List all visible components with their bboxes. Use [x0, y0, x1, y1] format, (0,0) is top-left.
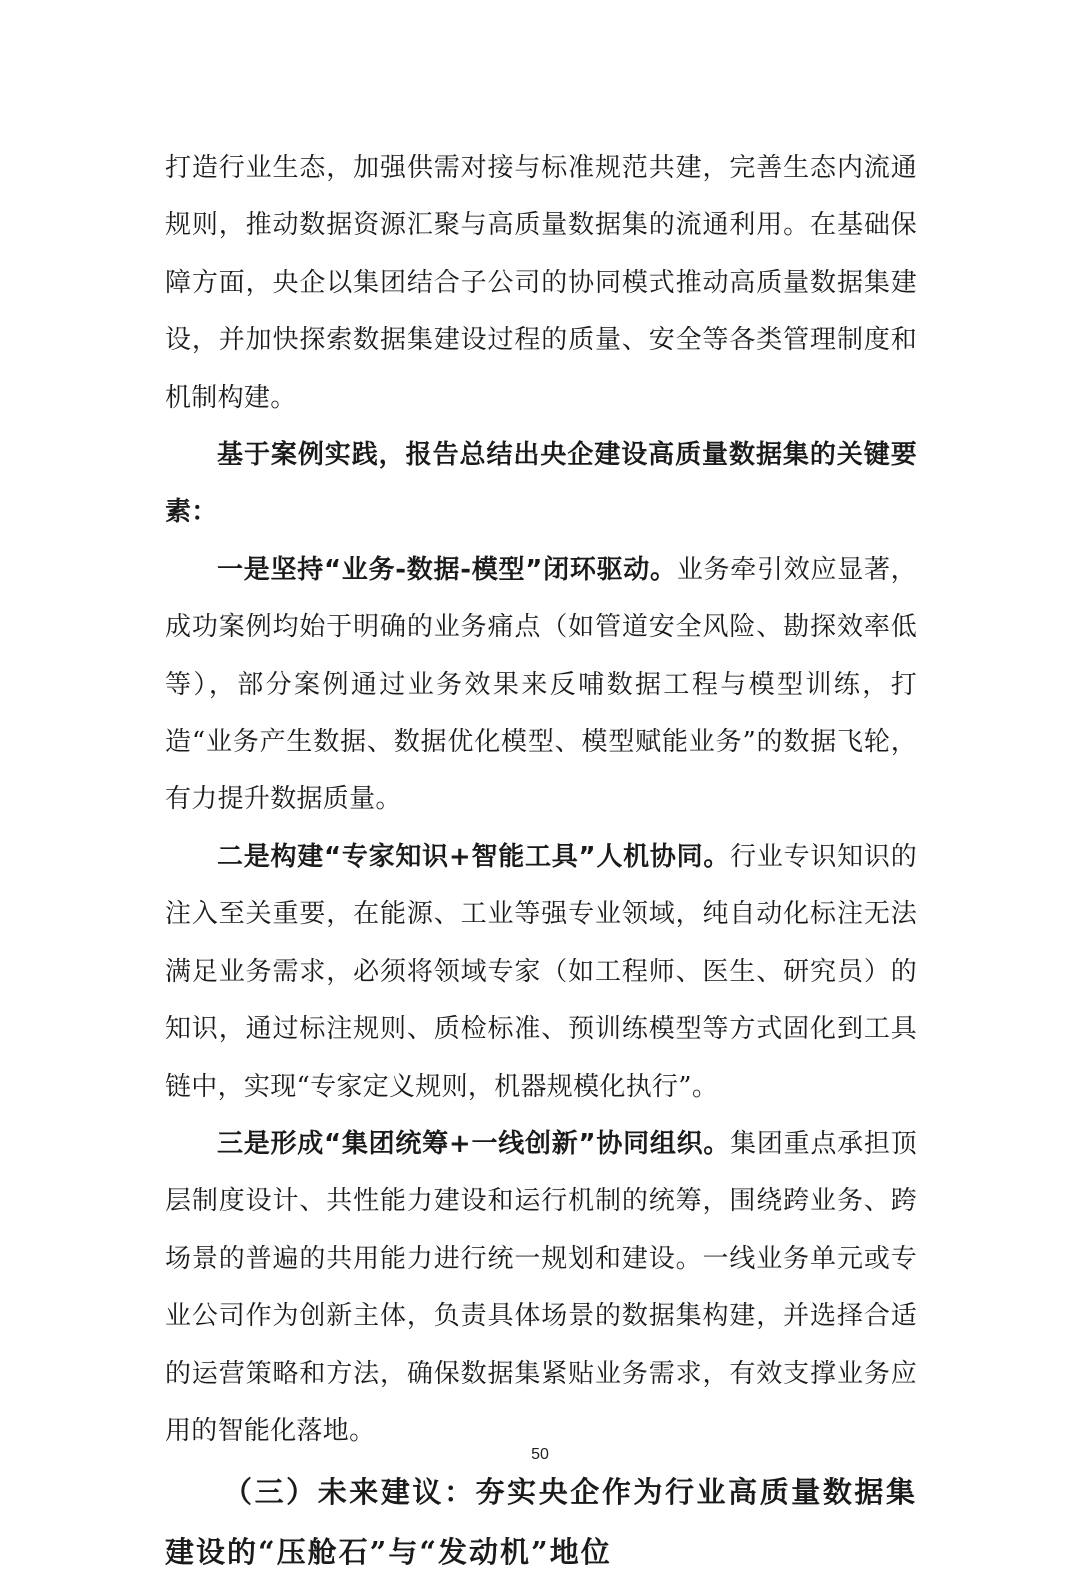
paragraph-second-element — [165, 829, 917, 1116]
third-element-lead: 三是形成“集团统筹+一线创新”协同组织。 — [217, 1128, 731, 1159]
paragraph-key-elements-intro: 基于案例实践，报告总结出央企建设高质量数据集的关键要素： — [165, 440, 917, 528]
third-element-body: 集团重点承担顶层制度设计、共性能力建设和运行机制的统筹，围绕跨业务、跨场景的普遍的共用能力进行统一规划和建设。一线业务单元或专业公司作为创新主体，负责具体场景的数据集构建，并选择合适的运营策略和方法，确保数据集紧贴业务需求，有效支撑业务应用的智能化落地。 — [165, 1128, 917, 1446]
paragraph-first-element — [165, 542, 917, 829]
first-element-body: 业务牵引效应显著，成功案例均始于明确的业务痛点（如管道安全风险、勘探效率低等），部分案例通过业务效果来反哺数据工程与模型训练，打造“业务产生数据、数据优化模型、模型赋能业务”的数据飞轮，有力提升数据质量。 — [165, 554, 917, 815]
first-element-lead: 一是坚持“业务-数据-模型”闭环驱动。 — [217, 554, 677, 585]
section-heading: （三）未来建议：夯实央企作为行业高质量数据集建设的“压舱石”与“发动机”地位 — [165, 1475, 917, 1570]
second-element-body: 行业专识知识的注入至关重要，在能源、工业等强专业领域，纯自动化标注无法满足业务需求，必须将领域专家（如工程师、医生、研究员）的知识，通过标注规则、质检标准、预训练模型等方式固化到工具链中，实现“专家定义规则，机器规模化执行”。 — [165, 841, 917, 1102]
paragraph-ecosystem: 打造行业生态，加强供需对接与标准规范共建，完善生态内流通规则，推动数据资源汇聚与高质量数据集的流通利用。在基础保障方面，央企以集团结合子公司的协同模式推动高质量数据集建设，并加快探索数据集建设过程的质量、安全等各类管理制度和机制构建。 — [165, 153, 917, 413]
paragraph-third-element — [165, 1116, 917, 1460]
second-element-lead: 二是构建“专家知识+智能工具”人机协同。 — [217, 841, 731, 872]
page-body — [165, 140, 917, 1582]
page-number: 50 — [531, 1446, 549, 1463]
